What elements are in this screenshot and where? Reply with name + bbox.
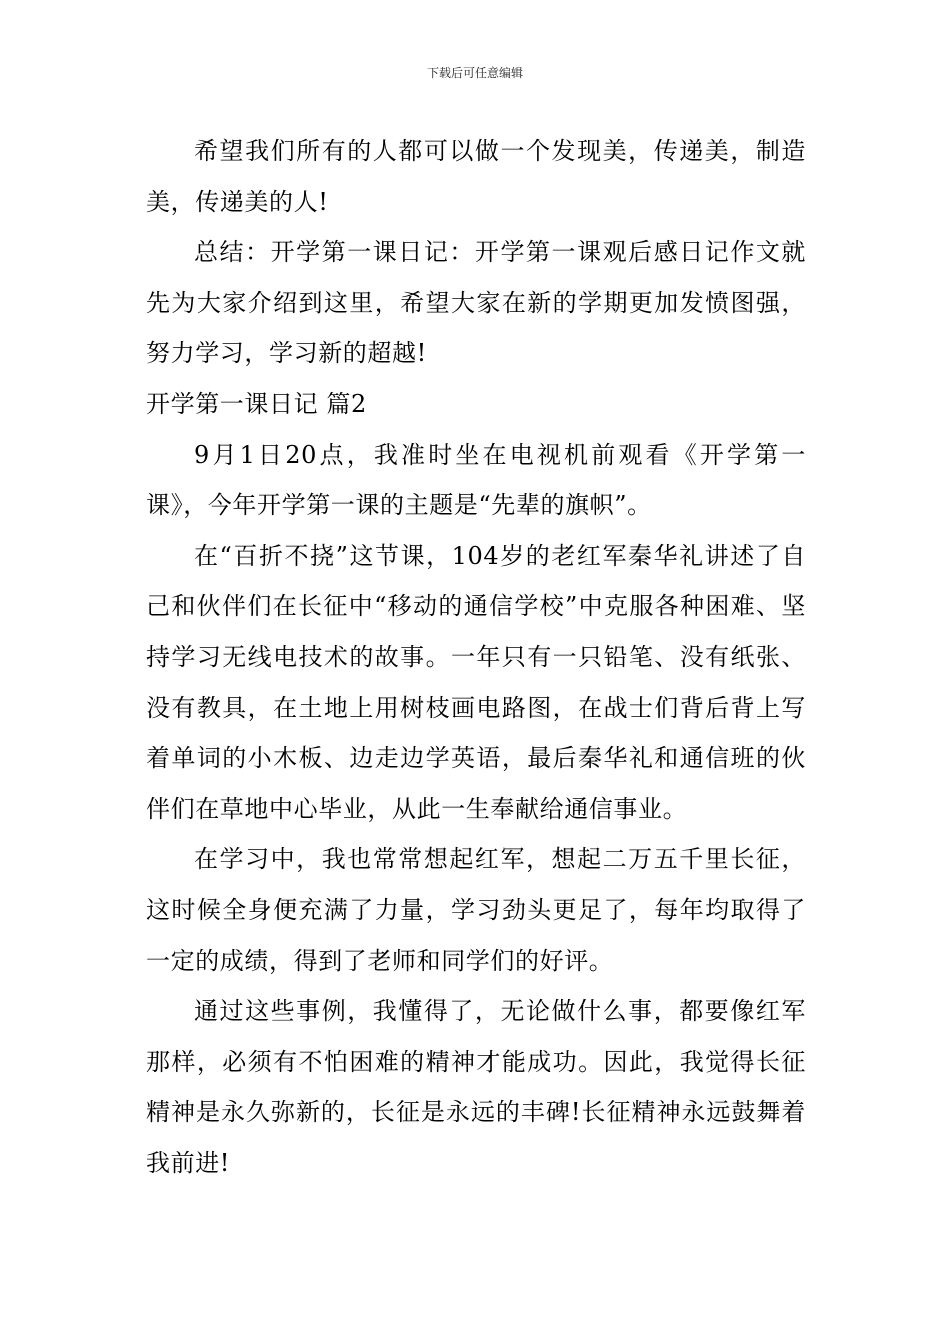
paragraph: 在学习中，我也常常想起红军，想起二万五千里长征，这时候全身便充满了力量，学习劲头更足了，每年均取得了一定的成绩，得到了老师和同学们的好评。 xyxy=(146,845,806,975)
page-header: 下载后可任意编辑 xyxy=(426,66,523,80)
paragraph: 9月1日20点，我准时坐在电视机前观看《开学第一课》，今年开学第一课的主题是“先辈的旗帜”。 xyxy=(146,440,806,520)
paragraph: 希望我们所有的人都可以做一个发现美，传递美，制造美，传递美的人! xyxy=(146,137,806,216)
section-heading: 开学第一课日记 篇2 xyxy=(146,389,367,418)
paragraph: 在“百折不挠”这节课，104岁的老红军秦华礼讲述了自己和伙伴们在长征中“移动的通信学校”中克服各种困难、坚持学习无线电技术的故事。一年只有一只铅笔、没有纸张、没有教具，在土地上用树枝画电路图，在战士们背后背上写着单词的小木板、边走边学英语，最后秦华礼和通信班的伙伴们在草地中心毕业，从此一生奉献给通信事业。 xyxy=(146,541,806,823)
document-body xyxy=(146,126,806,1188)
paragraph: 总结：开学第一课日记：开学第一课观后感日记作文就先为大家介绍到这里，希望大家在新的学期更加发愤图强，努力学习，学习新的超越! xyxy=(146,238,806,368)
paragraph: 通过这些事例，我懂得了，无论做什么事，都要像红军那样，必须有不怕困难的精神才能成功。因此，我觉得长征精神是永久弥新的，长征是永远的丰碑!长征精神永远鼓舞着我前进! xyxy=(146,997,806,1177)
